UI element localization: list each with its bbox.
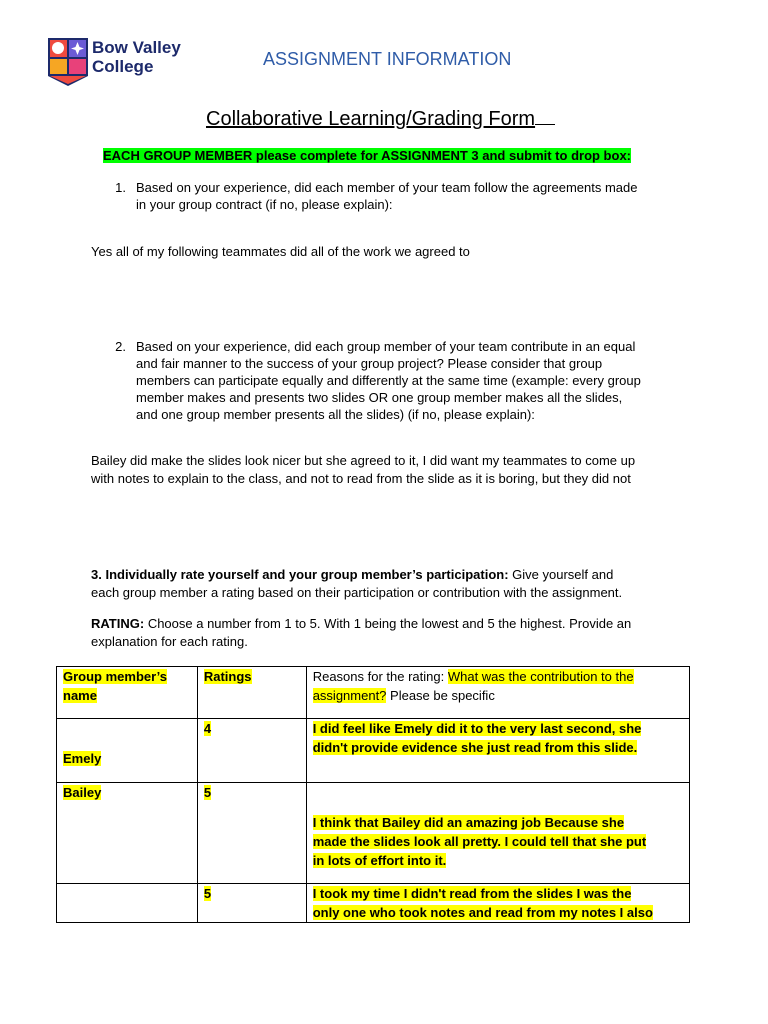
row-reason-cell [306,884,689,923]
row-rating-cell [197,719,306,783]
rating-table [56,666,690,923]
reason-highlight-1: What was the contribution to the [447,669,634,684]
table-row [57,719,690,783]
member-name: Emely [63,751,102,766]
reason-text: made the slides look all pretty. I could tell that she put [312,834,647,849]
header-reason-line1 [313,667,683,686]
answer-line: Yes all of my following teammates did all of the work we agreed to [91,244,470,259]
reason-line [313,884,683,903]
title-underline-pad [535,124,555,125]
instruction-banner [103,148,631,163]
header-name-line1: Group member’s [63,669,168,684]
answer-2 [91,452,691,488]
table-row [57,783,690,884]
reason-text: in lots of effort into it. [312,853,447,868]
question-line: member makes and presents two slides OR one group member makes all the slides, [136,390,623,405]
header-name [63,667,191,686]
member-name: Bailey [63,785,102,800]
rating-label: RATING: [91,616,145,631]
header-reason-cell [306,667,689,719]
row-name-cell [57,719,198,783]
reason-text: I took my time I didn't read from the slides I was the [312,886,632,901]
logo-line2: College [92,57,154,76]
reason-line [313,851,683,870]
row-reason-cell [306,719,689,783]
question-line: and one group member presents all the slides) (if no, please explain): [136,407,535,422]
header-name-cell [57,667,198,719]
section-3-line-2: each group member a rating based on their participation or contribution with the assignment. [91,585,623,600]
reason-line [313,738,683,757]
question-line: in your group contract (if no, please explain): [136,197,393,212]
college-name [92,38,181,76]
instruction-text: EACH GROUP MEMBER please complete for ASSIGNMENT 3 and submit to drop box: [103,148,631,163]
header-ratings-cell [197,667,306,719]
row-name-cell [57,884,198,923]
logo-line1: Bow Valley [92,38,181,57]
rating-instructions [91,615,711,651]
assignment-info-heading: ASSIGNMENT INFORMATION [263,49,512,69]
header-ratings: Ratings [203,669,252,684]
form-title-text: Collaborative Learning/Grading Form [206,108,536,130]
table-header-row [57,667,690,719]
question-1-text [136,179,676,213]
member-rating: 5 [203,886,212,901]
header-reason-line2 [313,686,683,705]
reason-text: didn't provide evidence she just read from this slide. [312,740,638,755]
header-name-line2: name [63,688,97,703]
reason-text: I think that Bailey did an amazing job Because she [312,815,625,830]
row-name-cell [57,783,198,884]
table-row [57,884,690,923]
row-reason-cell [306,783,689,884]
section-3-text: Give yourself and [508,567,614,582]
answer-line: Bailey did make the slides look nicer but she agreed to it, I did want my teammates to come up [91,453,636,468]
rating-line-1 [91,615,711,633]
row-rating-cell [197,783,306,884]
reason-suffix: Please be specific [386,688,495,703]
question-2-number: 2. [115,339,126,354]
member-rating: 5 [203,785,212,800]
reason-prefix: Reasons for the rating: [312,669,448,684]
reason-line [313,719,683,738]
reason-line [313,813,683,832]
reason-line [313,832,683,851]
question-line: members can participate equally and differently at the same time (example: every group [136,373,641,388]
section-3-line-1 [91,566,711,584]
question-line: and fair manner to the success of your group project? Please consider that group [136,356,603,371]
reason-line [313,903,683,922]
question-2-text [136,338,676,423]
reason-text: I did feel like Emely did it to the very last second, she [312,721,642,736]
question-line: Based on your experience, did each member of your team follow the agreements made [136,180,638,195]
reason-highlight-2: assignment? [312,688,387,703]
reason-text: only one who took notes and read from my notes I also [312,905,653,920]
bow-valley-college-logo-icon [48,38,88,86]
rating-line-2: explanation for each rating. [91,634,248,649]
member-rating: 4 [203,721,212,736]
answer-line: with notes to explain to the class, and not to read from the slide as it is boring, but they did not [91,471,631,486]
row-rating-cell [197,884,306,923]
section-3-heading: 3. Individually rate yourself and your group member’s participation: [91,567,509,582]
question-1-number: 1. [115,180,126,195]
answer-1 [91,243,691,260]
question-line: Based on your experience, did each group member of your team contribute in an equal [136,339,636,354]
form-title [206,108,555,131]
header-name-2 [63,686,191,705]
section-3-intro [91,566,711,602]
rating-text: Choose a number from 1 to 5. With 1 being the lowest and 5 the highest. Provide an [144,616,632,631]
